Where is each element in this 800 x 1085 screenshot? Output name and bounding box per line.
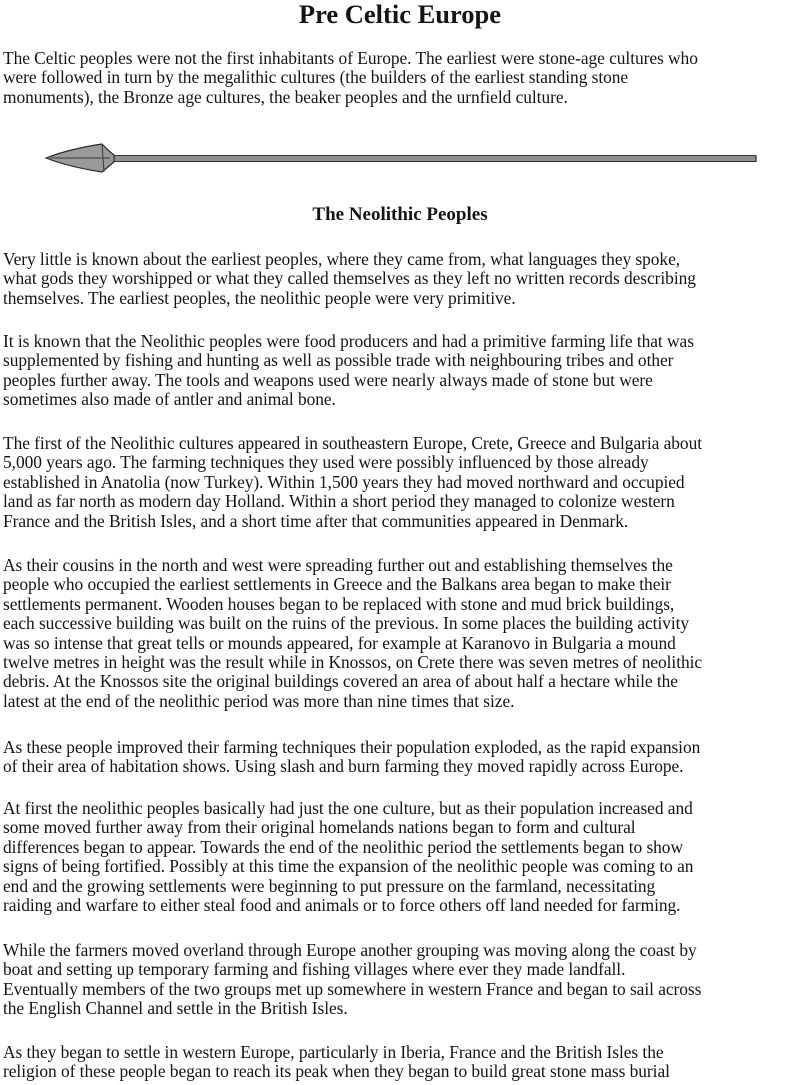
paragraph-4 [3,556,800,711]
text-line: As they began to settle in western Europe, particularly in Iberia, France and the British Isles the [3,1042,664,1062]
paragraph-1 [3,250,800,308]
text-line: latest at the end of the neolithic period was more than nine times that size. [3,690,515,711]
text-line: As these people improved their farming techniques their population exploded, as the rapid expansion [3,737,701,757]
text-line: religion of these people began to reach its peak when they began to build great stone mass burial [3,1061,670,1082]
text-line: differences began to appear. Towards the end of the neolithic period the settlements began to show [3,836,683,857]
intro-paragraph [3,49,800,107]
text-line: debris. At the Knossos site the original buildings covered an area of about half a hectare while the [3,671,678,692]
text-line: boat and setting up temporary farming and fishing villages where ever they made landfall. [3,959,626,980]
text-line: of their area of habitation shows. Using slash and burn farming they moved rapidly across Europe. [3,756,684,777]
paragraph-7 [3,941,800,1019]
paragraph-3 [3,434,800,531]
text-line: each successive building was built on the ruins of the previous. In some places the building activity [3,613,690,634]
text-line: the English Channel and settle in the British Isles. [3,998,348,1019]
text-line: France and the British Isles, and a short time after that communities appeared in Denmark. [3,510,629,531]
text-line: established in Anatolia (now Turkey). Within 1,500 years they had moved northward and occupied [3,471,685,492]
text-line: At first the neolithic peoples basically had just the one culture, but as their population increased and [3,798,693,818]
text-line: 5,000 years ago. The farming techniques they used were possibly influenced by those already [3,452,649,473]
text-line: The Celtic peoples were not the first inhabitants of Europe. The earliest were stone-age cultures who [3,48,698,68]
text-line: people who occupied the earliest settlements in Greece and the Balkans area began to make their [3,574,671,595]
text-line: signs of being fortified. Possibly at this time the expansion of the neolithic people was coming to an [3,856,694,877]
text-line: As their cousins in the north and west were spreading further out and establishing themselves the [3,555,673,575]
text-line: land as far north as modern day Holland. Within a short period they managed to colonize western [3,491,675,512]
text-line: Eventually members of the two groups met up somewhere in western France and began to sail across [3,978,702,999]
text-line: Very little is known about the earliest peoples, where they came from, what languages they spoke, [3,249,681,269]
paragraph-5 [3,738,800,777]
text-line: end and the growing settlements were beginning to put pressure on the farmland, necessitating [3,875,656,896]
text-line: twelve metres in height was the result while in Knossos, on Crete there was seven metres of neolithic [3,652,703,673]
text-line: settlements permanent. Wooden houses began to be replaced with stone and mud brick buildings, [3,593,675,614]
text-line: raiding and warfare to either steal food and animals or to force others off land needed for farming. [3,895,681,916]
text-line: The first of the Neolithic cultures appeared in southeastern Europe, Crete, Greece and Bulgaria about [3,433,703,453]
text-line: was so intense that great tells or mounds appeared, for example at Karanovo in Bulgaria a mound [3,632,676,653]
text-line: themselves. The earliest peoples, the neolithic people were very primitive. [3,287,516,308]
spear-icon [44,138,759,178]
text-line: monuments), the Bronze age cultures, the beaker peoples and the urnfield culture. [3,86,568,107]
paragraph-8 [3,1043,800,1082]
page-title: Pre Celtic Europe [298,0,502,29]
text-line: what gods they worshipped or what they called themselves as they left no written records describing [3,268,696,289]
paragraph-2 [3,332,800,410]
text-line: supplemented by fishing and hunting as well as possible trade with neighbouring tribes and other [3,350,674,371]
paragraph-6 [3,799,800,915]
text-line: It is known that the Neolithic peoples were food producers and had a primitive farming life that was [3,331,694,351]
text-line: were followed in turn by the megalithic cultures (the builders of the earliest standing stone [3,67,629,88]
text-line: While the farmers moved overland through Europe another grouping was moving along the coast by [3,940,697,960]
text-line: sometimes also made of antler and animal bone. [3,389,336,410]
text-line: peoples further away. The tools and weapons used were nearly always made of stone but were [3,369,653,390]
text-line: some moved further away from their original homelands nations began to form and cultural [3,817,636,838]
section-heading: The Neolithic Peoples [312,204,488,225]
